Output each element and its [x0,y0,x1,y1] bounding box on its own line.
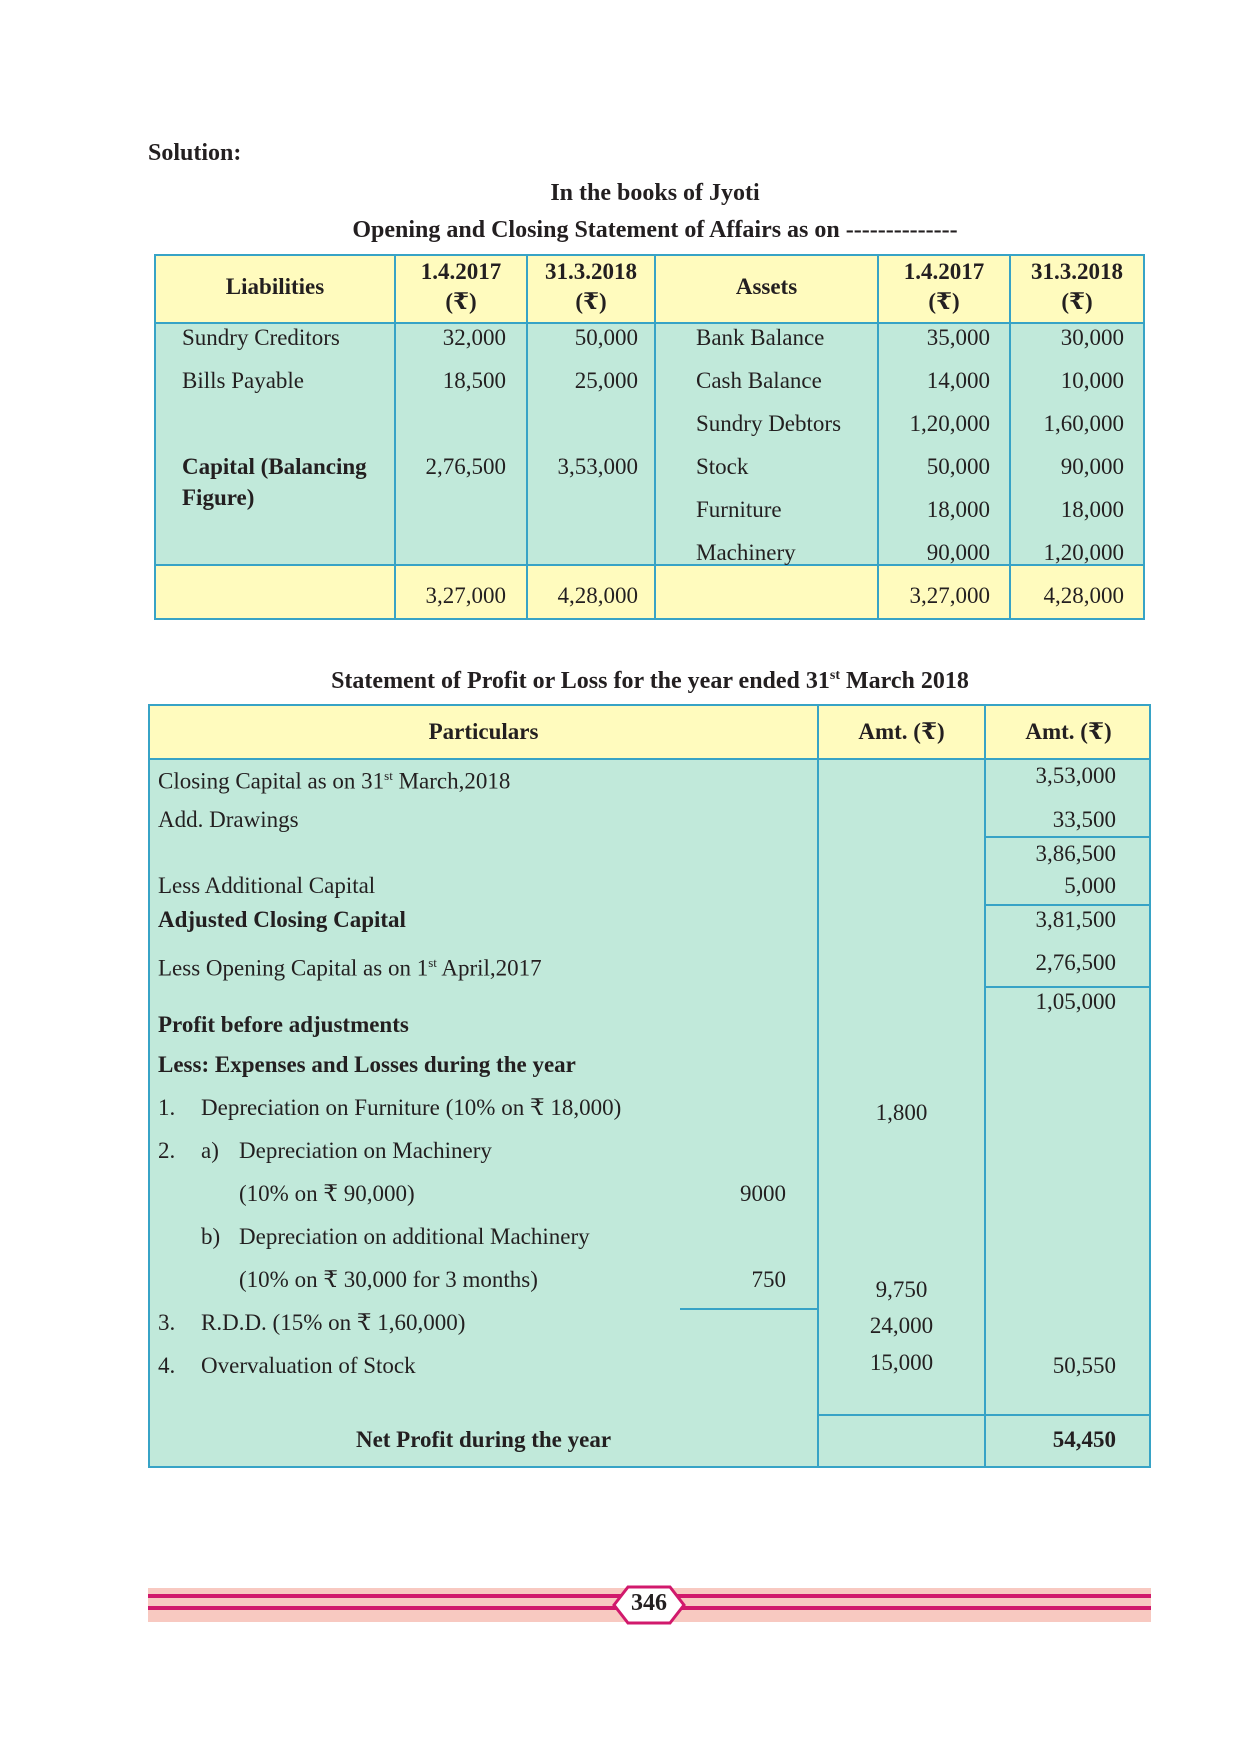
item4-text: Overvaluation of Stock [201,1353,416,1378]
additional-capital-label: Less Additional Capital [158,873,376,898]
item-number: 3. [158,1310,176,1335]
expenses-total-amt: 50,550 [1052,1353,1116,1378]
asset-total-open: 3,27,000 [909,583,990,608]
profit-loss-title: Statement of Profit or Loss for the year ended 31st March 2018 [331,668,969,694]
asset-name: Stock [696,454,749,479]
asset-close: 10,000 [1060,368,1124,393]
asset-close: 90,000 [1060,454,1124,479]
asset-name: Cash Balance [696,368,822,393]
liab-date2-header: 31.3.2018 [545,259,637,284]
adjusted-closing-amt: 3,81,500 [1035,907,1116,932]
liab-currency1: (₹) [445,289,477,314]
item-number: 1. [158,1095,176,1120]
asset-date2-header: 31.3.2018 [1031,259,1123,284]
asset-currency2: (₹) [1061,289,1093,314]
asset-name: Sundry Debtors [696,411,842,436]
affairs-title: Opening and Closing Statement of Affairs as on -------------- [352,217,958,243]
asset-close: 18,000 [1060,497,1124,522]
books-title: In the books of Jyoti [550,180,760,206]
profit-before-amt: 1,05,000 [1035,989,1116,1014]
item-number: 2. [158,1138,176,1163]
affairs-total-row [156,564,1143,618]
subtotal-amt: 3,86,500 [1035,841,1116,866]
closing-capital-amt: 3,53,000 [1035,763,1116,788]
liability-name: Capital (Balancing [182,454,367,479]
item1-text: Depreciation on Furniture (10% on ₹ 18,000) [201,1095,622,1120]
solution-label: Solution: [148,140,242,166]
net-profit-amt: 54,450 [1052,1427,1116,1452]
item2-total: 9,750 [875,1277,928,1302]
assets-header: Assets [735,274,798,299]
asset-name: Furniture [696,497,782,522]
asset-total-close: 4,28,000 [1043,583,1124,608]
liability-close: 25,000 [574,368,638,393]
asset-close: 1,20,000 [1043,540,1124,565]
additional-capital-amt: 5,000 [1064,873,1116,898]
liability-open: 18,500 [442,368,506,393]
asset-close: 1,60,000 [1043,411,1124,436]
amt1-header: Amt. (₹) [858,719,945,744]
asset-close: 30,000 [1060,325,1124,350]
item2b-sub: (10% on ₹ 30,000 for 3 months) [239,1267,538,1292]
liability-name: Sundry Creditors [182,325,340,350]
asset-open: 35,000 [926,325,990,350]
closing-capital-label: Closing Capital as on 31st March,2018 [158,768,511,794]
item1-amt: 1,800 [875,1100,928,1125]
item2a-sub: (10% on ₹ 90,000) [239,1181,415,1206]
liability-open: 32,000 [442,325,506,350]
asset-date1-header: 1.4.2017 [903,259,985,284]
item2a-text: Depreciation on Machinery [239,1138,492,1163]
liabilities-header: Liabilities [225,274,325,299]
asset-name: Bank Balance [696,325,825,350]
statement-of-affairs-table [154,254,1145,620]
item2a-amt: 9000 [740,1181,786,1206]
asset-name: Machinery [696,540,796,565]
opening-capital-amt: 2,76,500 [1035,950,1116,975]
item2b-amt: 750 [751,1267,786,1292]
asset-open: 18,000 [926,497,990,522]
adjusted-closing-label: Adjusted Closing Capital [158,907,406,932]
liability-close: 3,53,000 [557,454,638,479]
item-number: 4. [158,1353,176,1378]
liability-name-cont: Figure) [182,485,255,510]
particulars-header: Particulars [428,719,539,744]
asset-currency1: (₹) [928,289,960,314]
item3-text: R.D.D. (15% on ₹ 1,60,000) [201,1310,466,1335]
page-number: 346 [631,1590,667,1616]
asset-open: 50,000 [926,454,990,479]
liability-close: 50,000 [574,325,638,350]
liab-currency2: (₹) [575,289,607,314]
item4-amt: 15,000 [869,1350,934,1375]
drawings-amt: 33,500 [1052,807,1116,832]
profit-before-label: Profit before adjustments [158,1012,409,1037]
item2a-label: a) [201,1138,219,1163]
item2b-label: b) [201,1224,221,1249]
item3-amt: 24,000 [869,1313,934,1338]
liab-total-close: 4,28,000 [557,583,638,608]
asset-open: 14,000 [926,368,990,393]
asset-open: 1,20,000 [909,411,990,436]
liability-open: 2,76,500 [425,454,506,479]
less-expenses-label: Less: Expenses and Losses during the year [158,1052,576,1077]
liability-name: Bills Payable [182,368,305,393]
opening-capital-label: Less Opening Capital as on 1st April,2017 [158,955,542,981]
profit-loss-table [148,704,1151,1468]
item2b-text: Depreciation on additional Machinery [239,1224,590,1249]
net-profit-label: Net Profit during the year [355,1427,612,1452]
asset-open: 90,000 [926,540,990,565]
amt2-header: Amt. (₹) [1025,719,1112,744]
drawings-label: Add. Drawings [158,807,299,832]
liab-date1-header: 1.4.2017 [420,259,502,284]
liab-total-open: 3,27,000 [425,583,506,608]
